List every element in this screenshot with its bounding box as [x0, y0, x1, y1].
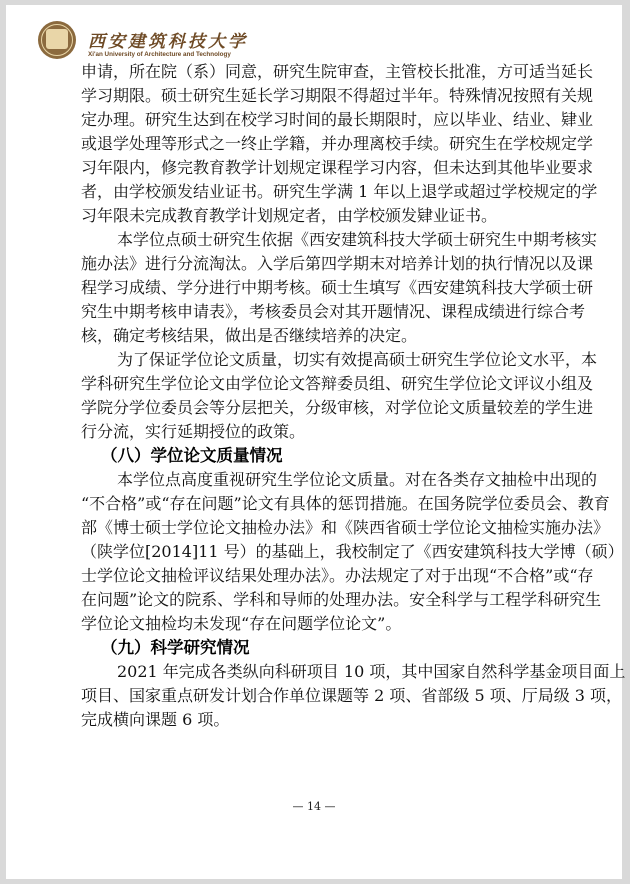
text-line: 究生中期考核申请表》，考核委员会对其开题情况、课程成绩进行综合考: [81, 302, 586, 321]
text-line: 项目、国家重点研发计划合作单位课题等 2 项、省部级 5 项、厅局级 3 项，: [81, 686, 623, 705]
page-number: — 14 —: [292, 800, 336, 813]
text-line: 学习期限。硕士研究生延长学习期限不得超过半年。特殊情况按照有关规: [81, 86, 594, 105]
text-line: 本学位点硕士研究生依据《西安建筑科技大学硕士研究生中期考核实: [117, 230, 598, 249]
text-line: 部《博士硕士学位论文抽检办法》和《陕西省硕士学位论文抽检实施办法》: [81, 518, 610, 537]
text-line: 完成横向课题 6 项。: [81, 710, 230, 729]
text-line: 学科研究生学位论文由学位论文答辩委员组、研究生学位论文评议小组及: [81, 374, 594, 393]
text-line: 2021 年完成各类纵向科研项目 10 项，其中国家自然科学基金项目面上: [117, 662, 626, 681]
text-line: 定办理。研究生达到在校学习时间的最长期限时，应以毕业、结业、肄业: [81, 110, 594, 129]
document-page: [6, 5, 626, 879]
text-line: “不合格”或“存在问题”论文有具体的惩罚措施。在国务院学位委员会、教育: [81, 494, 610, 513]
text-line: 学位论文抽检均未发现“存在问题学位论文”。: [81, 614, 402, 633]
university-emblem-icon: [38, 21, 76, 59]
text-line: 程学习成绩、学分进行中期考核。硕士生填写《西安建筑科技大学硕士研: [81, 278, 594, 297]
university-logo: [38, 21, 248, 65]
text-line: 核，确定考核结果，做出是否继续培养的决定。: [81, 326, 418, 345]
text-line: 在问题”论文的院系、学科和导师的处理办法。安全科学与工程学科研究生: [81, 590, 602, 609]
text-line: （陕学位[2014]11 号）的基础上，我校制定了《西安建筑科技大学博（硕）: [81, 542, 624, 561]
text-line: 行分流，实行延期授位的政策。: [81, 422, 306, 441]
section-heading: （九）科学研究情况: [101, 638, 250, 657]
logo-chinese-name: 西安建筑科技大学: [88, 32, 248, 52]
document-body: [81, 60, 626, 732]
text-line: 学院分学位委员会等分层把关，分级审核，对学位论文质量较差的学生进: [81, 398, 594, 417]
text-line: 习年限内，修完教育教学计划规定课程学习内容，但未达到其他毕业要求: [81, 158, 594, 177]
text-line: 士学位论文抽检评议结果处理办法》。办法规定了对于出现“不合格”或“存: [81, 566, 594, 585]
text-line: 习年限未完成教育教学计划规定者，由学校颁发肄业证书。: [81, 206, 498, 225]
text-line: 本学位点高度重视研究生学位论文质量。对在各类存文抽检中出现的: [117, 470, 598, 489]
text-line: 或退学处理等形式之一终止学籍，并办理离校手续。研究生在学校规定学: [81, 134, 594, 153]
section-heading: （八）学位论文质量情况: [101, 446, 283, 465]
text-line: 施办法》进行分流淘汰。入学后第四学期末对培养计划的执行情况以及课: [81, 254, 594, 273]
logo-english-name: Xi'an University of Architecture and Technology: [88, 51, 231, 58]
text-line: 申请，所在院（系）同意，研究生院审查，主管校长批准，方可适当延长: [81, 62, 594, 81]
text-line: 者，由学校颁发结业证书。研究生学满 1 年以上退学或超过学校规定的学: [81, 182, 598, 201]
text-line: 为了保证学位论文质量，切实有效提高硕士研究生学位论文水平，本: [117, 350, 598, 369]
